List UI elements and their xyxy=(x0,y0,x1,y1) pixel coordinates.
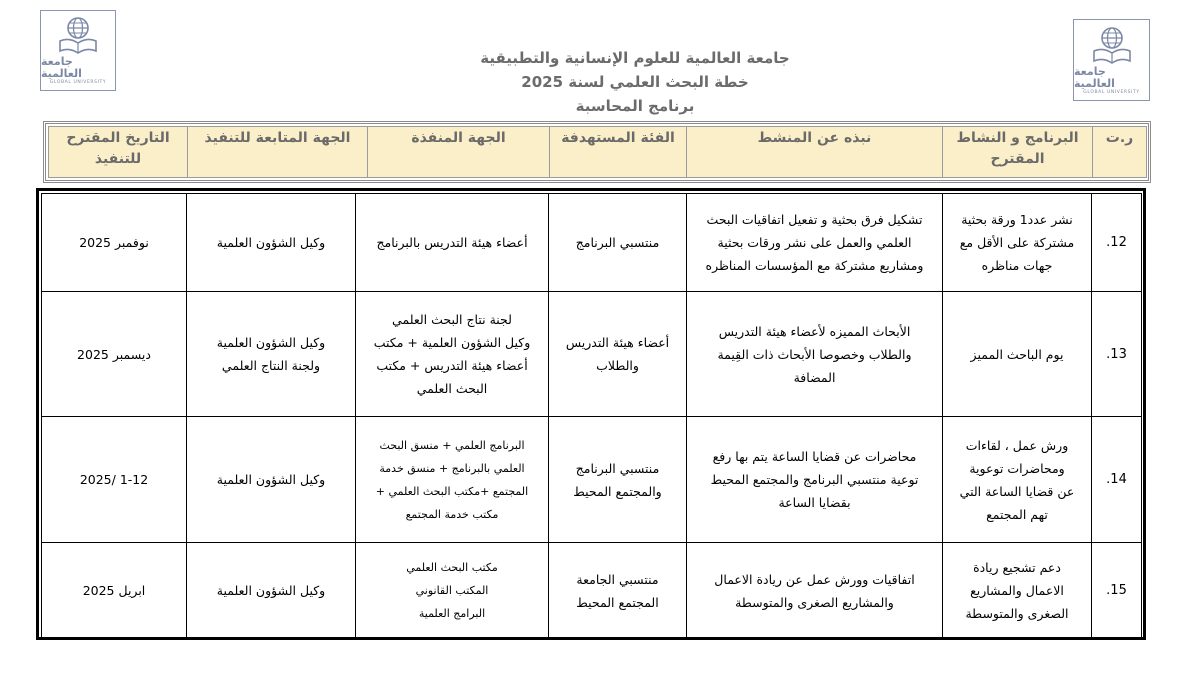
cell-line: مكتب البحث العلمي xyxy=(406,561,498,574)
cell-line: الصغرى والمتوسطة xyxy=(965,606,1069,621)
cell-line: المضافة xyxy=(793,369,836,385)
cell-line: والطلاب xyxy=(596,358,639,373)
university-logo-left xyxy=(40,10,116,91)
table-row xyxy=(42,543,1142,639)
logo-arabic-name: جامعة العالمية xyxy=(41,55,82,80)
column-header-executor: الجهة المنفذة xyxy=(368,127,550,178)
cell-line: لجنة نتاج البحث العلمي xyxy=(392,312,512,327)
cell-line: يوم الباحث المميز xyxy=(970,346,1064,362)
cell-target xyxy=(549,543,687,639)
program-name: برنامج المحاسبة xyxy=(575,97,695,115)
cell-follow xyxy=(187,543,356,639)
cell-date: ديسمبر 2025 xyxy=(42,292,187,417)
cell-line: والمشاريع الصغرى والمتوسطة xyxy=(735,594,894,610)
cell-line: محاضرات عن قضايا الساعة يتم بها رفع xyxy=(712,449,917,464)
cell-line: العلمي بالبرنامج + منسق خدمة xyxy=(379,461,525,475)
cell-line: جهات مناظره xyxy=(981,258,1053,273)
column-header-program: البرنامج و النشاط المقترح xyxy=(943,127,1093,178)
cell-target xyxy=(549,292,687,417)
column-header-follow: الجهة المتابعة للتنفيذ xyxy=(188,127,368,178)
university-logo-right xyxy=(1073,19,1150,101)
cell-target xyxy=(549,194,687,292)
table-row xyxy=(42,194,1142,292)
plan-table xyxy=(41,193,1142,639)
cell-brief xyxy=(687,543,943,639)
cell-line: المجتمع +مكتب البحث العلمي + xyxy=(375,484,529,498)
cell-line: ومحاضرات توعوية xyxy=(969,460,1065,476)
cell-line: البرنامج العلمي + منسق البحث xyxy=(379,438,525,452)
cell-line: والطلاب وخصوصا الأبحاث ذات القِيمة xyxy=(717,346,912,362)
cell-num: 15. xyxy=(1092,543,1142,639)
cell-line: وكيل الشؤون العلمية xyxy=(216,235,326,250)
cell-executor xyxy=(356,292,549,417)
cell-line: منتسبي البرنامج xyxy=(575,235,660,250)
cell-date: نوفمبر 2025 xyxy=(42,194,187,292)
cell-line: منتسبي البرنامج xyxy=(575,460,660,476)
column-header-row xyxy=(49,127,1147,178)
column-header-table xyxy=(48,126,1147,178)
cell-line: وكيل الشؤون العلمية xyxy=(216,472,326,487)
cell-line: مشتركة على الأقل مع xyxy=(959,235,1075,250)
cell-brief xyxy=(687,417,943,543)
cell-line: مكتب خدمة المجتمع xyxy=(405,507,499,521)
cell-line: تهم المجتمع xyxy=(986,506,1048,522)
cell-line: ولجنة النتاج العلمي xyxy=(221,358,321,373)
cell-brief xyxy=(687,194,943,292)
cell-line: والمجتمع المحيط xyxy=(573,483,662,499)
cell-follow xyxy=(187,417,356,543)
plan-title: خطة البحث العلمي لسنة 2025 xyxy=(521,73,749,91)
cell-date: 1-12 /2025 xyxy=(42,417,187,543)
university-name: جامعة العالمية للعلوم الإنسانية والتطبيقية xyxy=(480,49,790,67)
cell-program xyxy=(943,543,1092,639)
cell-line: تشكيل فرق بحثية و تفعيل اتفاقيات البحث xyxy=(706,212,923,227)
cell-line: ومشاريع مشتركة مع المؤسسات المناظره xyxy=(705,258,924,273)
column-header-date: التاريخ المقترح للتنفيذ xyxy=(49,127,188,178)
cell-line: الأبحاث المميزه لأعضاء هيئة التدريس xyxy=(718,323,911,339)
cell-line: ورش عمل ، لقاءات xyxy=(965,437,1069,453)
logo-arabic-name: جامعة العالمية xyxy=(1074,64,1115,90)
cell-line: بقضايا الساعة xyxy=(778,495,851,510)
column-header-num: ر.ت xyxy=(1093,127,1147,178)
cell-line: منتسبي الجامعة xyxy=(576,571,659,587)
cell-program xyxy=(943,194,1092,292)
cell-line: البحث العلمي xyxy=(416,381,488,396)
cell-line: وكيل الشؤون العلمية + مكتب xyxy=(373,335,531,350)
cell-line: نشر عدد1 ورقة بحثية xyxy=(961,212,1073,227)
cell-line: أعضاء هيئة التدريس + مكتب xyxy=(376,358,528,373)
cell-line: المجتمع المحيط xyxy=(576,594,659,610)
table-row xyxy=(42,292,1142,417)
cell-line: المكتب القانوني xyxy=(415,584,489,597)
cell-follow xyxy=(187,194,356,292)
cell-executor xyxy=(356,417,549,543)
cell-date: ابريل 2025 xyxy=(42,543,187,639)
cell-num: 12. xyxy=(1092,194,1142,292)
table-row xyxy=(42,417,1142,543)
logo-english-name: GLOBAL UNIVERSITY xyxy=(49,80,107,85)
cell-line: أعضاء هيئة التدريس بالبرنامج xyxy=(376,235,528,250)
cell-line: عن قضايا الساعة التي xyxy=(959,483,1075,499)
cell-num: 13. xyxy=(1092,292,1142,417)
column-header-frame xyxy=(43,121,1151,183)
cell-executor xyxy=(356,194,549,292)
cell-line: البرامج العلمية xyxy=(418,607,486,620)
cell-line: اتفاقيات وورش عمل عن ريادة الاعمال xyxy=(714,571,915,587)
cell-target xyxy=(549,417,687,543)
cell-line: الاعمال والمشاريع xyxy=(970,583,1064,598)
cell-executor xyxy=(356,543,549,639)
document-header xyxy=(300,46,970,118)
logo-english-name: GLOBAL UNIVERSITY xyxy=(1083,89,1140,95)
column-header-target: الفئة المستهدفة xyxy=(550,127,687,178)
cell-line: أعضاء هيئة التدريس xyxy=(565,335,670,350)
cell-brief xyxy=(687,292,943,417)
cell-follow xyxy=(187,292,356,417)
globe-book-icon xyxy=(56,15,100,55)
cell-program xyxy=(943,417,1092,543)
globe-book-icon xyxy=(1090,25,1134,65)
plan-table-frame xyxy=(36,188,1146,640)
cell-line: توعية منتسبي البرنامج والمجتمع المحيط xyxy=(710,472,919,487)
column-header-brief: نبذه عن المنشط xyxy=(687,127,943,178)
cell-num: 14. xyxy=(1092,417,1142,543)
cell-line: وكيل الشؤون العلمية xyxy=(216,583,326,598)
cell-line: دعم تشجيع ريادة xyxy=(973,560,1061,575)
cell-line: وكيل الشؤون العلمية xyxy=(216,335,326,350)
cell-program xyxy=(943,292,1092,417)
cell-line: العلمي والعمل على نشر ورقات بحثية xyxy=(717,235,912,250)
